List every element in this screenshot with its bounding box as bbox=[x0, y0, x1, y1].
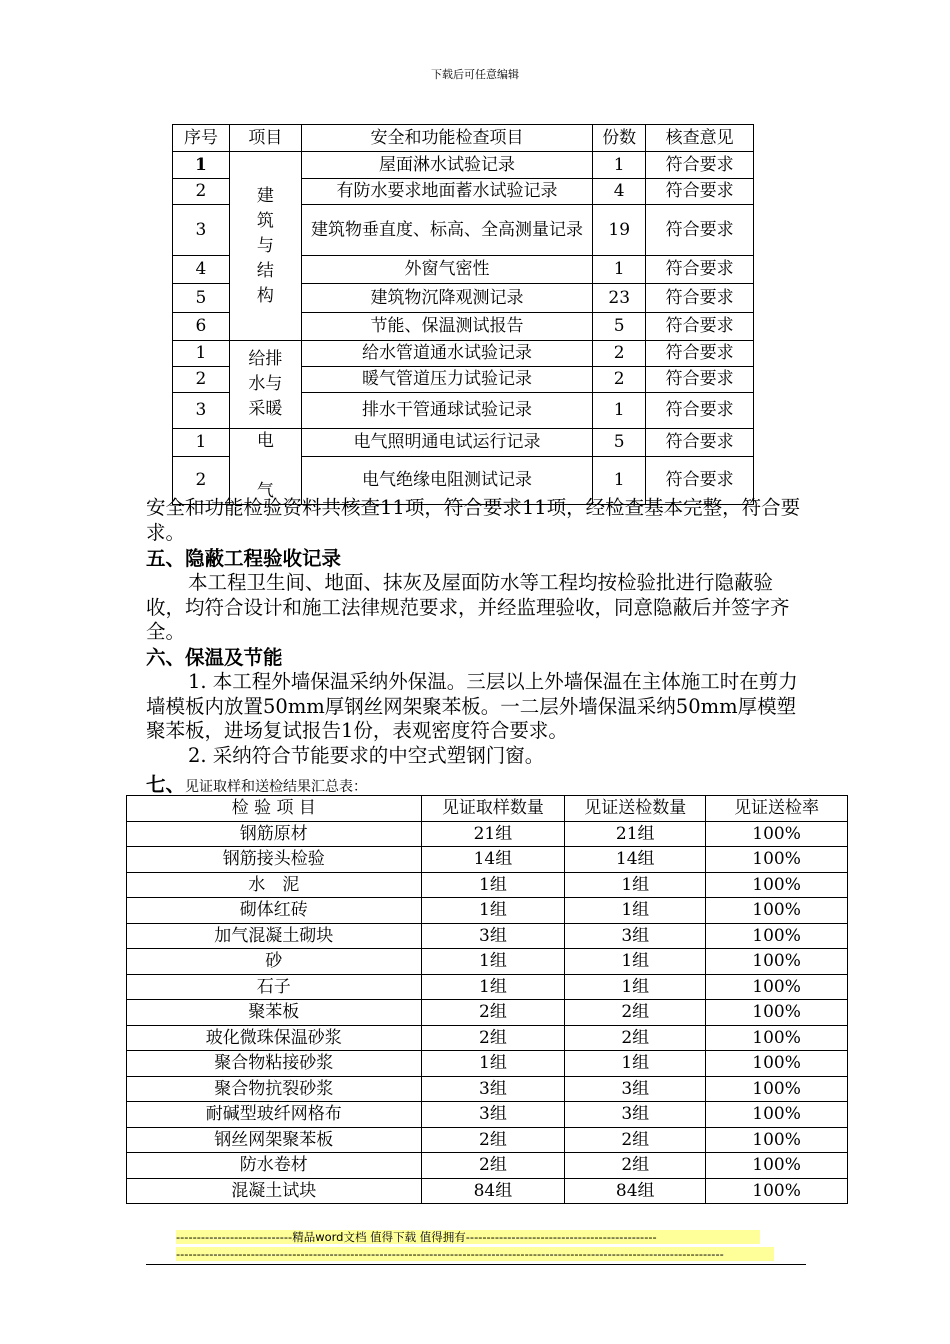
witness-sampling-table bbox=[126, 795, 848, 1204]
inspection-item: 砌体红砖 bbox=[127, 898, 422, 924]
sample-count: 2组 bbox=[421, 1000, 565, 1026]
sample-count: 14组 bbox=[421, 847, 565, 873]
review-opinion: 符合要求 bbox=[646, 341, 754, 367]
sample-count: 1组 bbox=[421, 1051, 565, 1077]
sample-count: 1组 bbox=[421, 872, 565, 898]
review-opinion: 符合要求 bbox=[646, 367, 754, 393]
table-row bbox=[127, 1127, 848, 1153]
check-item: 外窗气密性 bbox=[301, 256, 592, 284]
table-row bbox=[127, 1076, 848, 1102]
inspection-item: 混凝土试块 bbox=[127, 1178, 422, 1204]
check-item: 排水干管通球试验记录 bbox=[301, 393, 592, 429]
submitted-count: 2组 bbox=[565, 1153, 706, 1179]
category-cell: 建 筑 与 结 构 bbox=[229, 152, 301, 341]
check-item: 节能、保温测试报告 bbox=[301, 313, 592, 341]
review-opinion: 符合要求 bbox=[646, 205, 754, 256]
review-opinion: 符合要求 bbox=[646, 256, 754, 284]
submitted-count: 1组 bbox=[565, 898, 706, 924]
inspection-item: 钢丝网架聚苯板 bbox=[127, 1127, 422, 1153]
submission-rate: 100% bbox=[706, 949, 848, 975]
sample-count: 2组 bbox=[421, 1025, 565, 1051]
section7-number: 七、 bbox=[146, 773, 186, 796]
inspection-item: 聚苯板 bbox=[127, 1000, 422, 1026]
submitted-count: 1组 bbox=[565, 872, 706, 898]
table-row bbox=[127, 1178, 848, 1204]
copy-count: 4 bbox=[593, 179, 646, 205]
column-header: 见证取样数量 bbox=[421, 796, 565, 822]
row-number: 3 bbox=[173, 393, 230, 429]
review-opinion: 符合要求 bbox=[646, 152, 754, 179]
table-row bbox=[173, 152, 754, 179]
page-header: 下载后可任意编辑 bbox=[431, 68, 519, 81]
sample-count: 21组 bbox=[421, 821, 565, 847]
submitted-count: 2组 bbox=[565, 1025, 706, 1051]
submission-rate: 100% bbox=[706, 1102, 848, 1128]
review-opinion: 符合要求 bbox=[646, 179, 754, 205]
safety-function-check-table bbox=[172, 124, 754, 505]
row-number: 1 bbox=[173, 152, 230, 179]
submission-rate: 100% bbox=[706, 898, 848, 924]
copy-count: 1 bbox=[593, 256, 646, 284]
check-summary: 安全和功能检验资料共核查11项，符合要求11项，经检查基本完整，符合要求。 bbox=[146, 496, 801, 544]
footer-dashes: ------------------------------------------------------------------------------------------------------------------------------------ bbox=[176, 1247, 774, 1261]
column-header: 检 验 项 目 bbox=[127, 796, 422, 822]
copy-count: 1 bbox=[593, 152, 646, 179]
submitted-count: 2组 bbox=[565, 1127, 706, 1153]
submitted-count: 1组 bbox=[565, 974, 706, 1000]
column-header: 见证送检数量 bbox=[565, 796, 706, 822]
review-opinion: 符合要求 bbox=[646, 284, 754, 313]
column-header: 见证送检率 bbox=[706, 796, 848, 822]
row-number: 4 bbox=[173, 256, 230, 284]
row-number: 6 bbox=[173, 313, 230, 341]
inspection-item: 石子 bbox=[127, 974, 422, 1000]
sample-count: 2组 bbox=[421, 1127, 565, 1153]
submission-rate: 100% bbox=[706, 821, 848, 847]
table-row bbox=[127, 872, 848, 898]
copy-count: 23 bbox=[593, 284, 646, 313]
section6-paragraph1: 1. 本工程外墙保温采纳外保温。三层以上外墙保温在主体施工时在剪力墙模板内放置50mm厚钢丝网架聚苯板。一二层外墙保温采纳50mm厚模塑聚苯板，进场复试报告1份，表观密度符合要求。 bbox=[146, 670, 798, 743]
submitted-count: 1组 bbox=[565, 1051, 706, 1077]
check-item: 电气照明通电试运行记录 bbox=[301, 429, 592, 457]
review-opinion: 符合要求 bbox=[646, 429, 754, 457]
submission-rate: 100% bbox=[706, 1178, 848, 1204]
row-number: 3 bbox=[173, 205, 230, 256]
review-opinion: 符合要求 bbox=[646, 393, 754, 429]
category-cell: 给排 水与 采暖 bbox=[229, 341, 301, 429]
submitted-count: 2组 bbox=[565, 1000, 706, 1026]
table-row bbox=[127, 949, 848, 975]
inspection-item: 钢筋接头检验 bbox=[127, 847, 422, 873]
check-item: 给水管道通水试验记录 bbox=[301, 341, 592, 367]
table-header-row bbox=[173, 125, 754, 152]
row-number: 2 bbox=[173, 457, 230, 505]
submitted-count: 3组 bbox=[565, 923, 706, 949]
inspection-item: 加气混凝土砌块 bbox=[127, 923, 422, 949]
inspection-item: 聚合物抗裂砂浆 bbox=[127, 1076, 422, 1102]
column-header: 序号 bbox=[173, 125, 230, 152]
column-header: 份数 bbox=[593, 125, 646, 152]
table-row bbox=[127, 821, 848, 847]
inspection-item: 防水卷材 bbox=[127, 1153, 422, 1179]
copy-count: 2 bbox=[593, 367, 646, 393]
submitted-count: 84组 bbox=[565, 1178, 706, 1204]
inspection-item: 耐碱型玻纤网格布 bbox=[127, 1102, 422, 1128]
inspection-item: 玻化微珠保温砂浆 bbox=[127, 1025, 422, 1051]
category-cell: 电 气 bbox=[229, 429, 301, 505]
table-row bbox=[127, 1102, 848, 1128]
copy-count: 19 bbox=[593, 205, 646, 256]
inspection-item: 钢筋原材 bbox=[127, 821, 422, 847]
section5-title: 五、隐蔽工程验收记录 bbox=[146, 547, 342, 570]
submission-rate: 100% bbox=[706, 1025, 848, 1051]
section6-title: 六、保温及节能 bbox=[146, 646, 283, 669]
submitted-count: 14组 bbox=[565, 847, 706, 873]
submitted-count: 1组 bbox=[565, 949, 706, 975]
copy-count: 5 bbox=[593, 313, 646, 341]
table-row bbox=[127, 1153, 848, 1179]
submitted-count: 3组 bbox=[565, 1102, 706, 1128]
sample-count: 1组 bbox=[421, 974, 565, 1000]
check-item: 电气绝缘电阻测试记录 bbox=[301, 457, 592, 505]
check-item: 建筑物垂直度、标高、全高测量记录 bbox=[301, 205, 592, 256]
submitted-count: 3组 bbox=[565, 1076, 706, 1102]
submitted-count: 21组 bbox=[565, 821, 706, 847]
submission-rate: 100% bbox=[706, 974, 848, 1000]
sample-count: 2组 bbox=[421, 1153, 565, 1179]
row-number: 1 bbox=[173, 429, 230, 457]
copy-count: 1 bbox=[593, 393, 646, 429]
column-header: 核查意见 bbox=[646, 125, 754, 152]
table-row bbox=[127, 923, 848, 949]
inspection-item: 聚合物粘接砂浆 bbox=[127, 1051, 422, 1077]
submission-rate: 100% bbox=[706, 872, 848, 898]
table-row bbox=[127, 1051, 848, 1077]
table-row bbox=[127, 974, 848, 1000]
submission-rate: 100% bbox=[706, 1076, 848, 1102]
submission-rate: 100% bbox=[706, 1000, 848, 1026]
section5-text: 本工程卫生间、地面、抹灰及屋面防水等工程均按检验批进行隐蔽验收，均符合设计和施工法律规范要求，并经监理验收，同意隐蔽后并签字齐全。 bbox=[146, 571, 790, 644]
inspection-item: 砂 bbox=[127, 949, 422, 975]
submission-rate: 100% bbox=[706, 1153, 848, 1179]
submission-rate: 100% bbox=[706, 1127, 848, 1153]
sample-count: 1组 bbox=[421, 949, 565, 975]
sample-count: 3组 bbox=[421, 923, 565, 949]
column-header: 安全和功能检查项目 bbox=[301, 125, 592, 152]
section6-paragraph2: 2. 采纳符合节能要求的中空式塑钢门窗。 bbox=[188, 744, 545, 767]
submission-rate: 100% bbox=[706, 923, 848, 949]
table-row bbox=[127, 898, 848, 924]
check-item: 屋面淋水试验记录 bbox=[301, 152, 592, 179]
check-item: 建筑物沉降观测记录 bbox=[301, 284, 592, 313]
table-row bbox=[127, 847, 848, 873]
review-opinion: 符合要求 bbox=[646, 457, 754, 505]
sample-count: 84组 bbox=[421, 1178, 565, 1204]
copy-count: 1 bbox=[593, 457, 646, 505]
inspection-item: 水 泥 bbox=[127, 872, 422, 898]
table-row bbox=[127, 1025, 848, 1051]
table-row bbox=[173, 341, 754, 367]
review-opinion: 符合要求 bbox=[646, 313, 754, 341]
check-item: 暖气管道压力试验记录 bbox=[301, 367, 592, 393]
footer-banner: ----------------------------精品word文档 值得下载 值得拥有---------------------------------------------- bbox=[176, 1230, 760, 1244]
sample-count: 3组 bbox=[421, 1102, 565, 1128]
submission-rate: 100% bbox=[706, 1051, 848, 1077]
row-number: 5 bbox=[173, 284, 230, 313]
row-number: 1 bbox=[173, 341, 230, 367]
table-row bbox=[127, 1000, 848, 1026]
copy-count: 5 bbox=[593, 429, 646, 457]
copy-count: 2 bbox=[593, 341, 646, 367]
table-header-row bbox=[127, 796, 848, 822]
row-number: 2 bbox=[173, 367, 230, 393]
table-row bbox=[173, 429, 754, 457]
check-item: 有防水要求地面蓄水试验记录 bbox=[301, 179, 592, 205]
footer-rule bbox=[146, 1264, 806, 1265]
sample-count: 1组 bbox=[421, 898, 565, 924]
sample-count: 3组 bbox=[421, 1076, 565, 1102]
section7-title: 见证取样和送检结果汇总表： bbox=[185, 779, 368, 795]
submission-rate: 100% bbox=[706, 847, 848, 873]
column-header: 项目 bbox=[229, 125, 301, 152]
row-number: 2 bbox=[173, 179, 230, 205]
